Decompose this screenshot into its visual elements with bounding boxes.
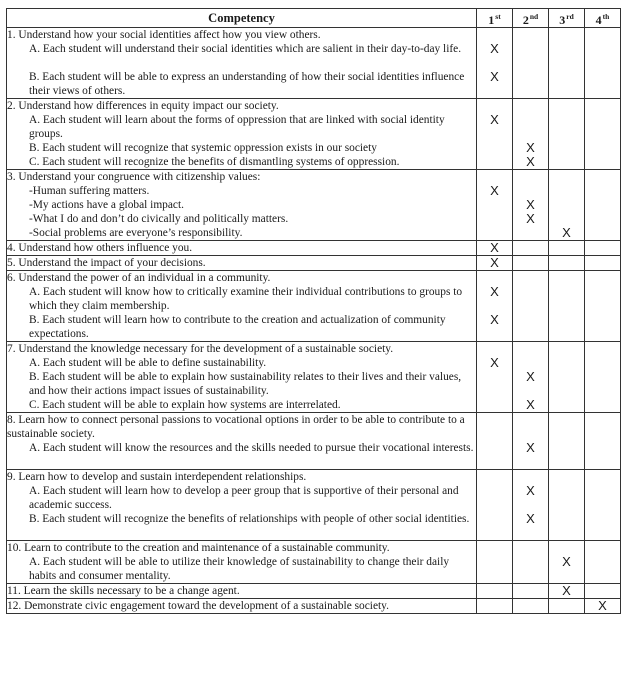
mark-slot xyxy=(513,241,548,255)
check-mark: X xyxy=(526,211,535,226)
competency-cell xyxy=(7,28,477,99)
year-3-cell xyxy=(549,170,585,241)
year-3-cell xyxy=(549,541,585,584)
check-mark: X xyxy=(490,183,499,198)
year-4-cell xyxy=(585,99,621,170)
sub-competency: B. Each student will recognize the benefits of relationships with people of other social identities. xyxy=(29,513,470,525)
year-4-cell xyxy=(585,584,621,599)
check-mark: X xyxy=(490,69,499,84)
mark-slot xyxy=(585,184,620,198)
header-year-2: 2nd xyxy=(513,9,549,28)
competency-cell xyxy=(7,170,477,241)
mark-slot xyxy=(585,555,620,583)
competency-heading: 8. Learn how to connect personal passions to vocational options in order to be able to contribute to a sustainable society. xyxy=(7,414,465,440)
competency-heading: 5. Understand the impact of your decisions. xyxy=(7,257,206,269)
mark-slot xyxy=(585,398,620,412)
year-4-cell xyxy=(585,256,621,271)
mark-slot xyxy=(513,470,548,484)
mark-slot xyxy=(513,342,548,356)
year-4-cell xyxy=(585,541,621,584)
year-2-cell xyxy=(513,584,549,599)
mark-slot xyxy=(585,441,620,469)
check-mark: X xyxy=(526,397,535,412)
competency-heading: 2. Understand how differences in equity impact our society. xyxy=(7,100,279,112)
sub-competency: A. Each student will know the resources and the skills needed to pursue their vocational interests. xyxy=(29,442,474,454)
competency-row xyxy=(7,342,621,413)
mark-slot xyxy=(513,356,548,370)
mark-slot xyxy=(513,285,548,313)
competency-cell xyxy=(7,271,477,342)
mark-slot xyxy=(513,584,548,598)
header-row xyxy=(7,9,621,28)
mark-slot xyxy=(549,256,584,270)
mark-slot xyxy=(549,512,584,540)
mark-slot xyxy=(585,42,620,70)
mark-slot xyxy=(477,271,512,285)
mark-slot xyxy=(549,28,584,42)
year-1-cell xyxy=(477,170,513,241)
year-1-cell xyxy=(477,599,513,614)
competency-heading: 9. Learn how to develop and sustain interdependent relationships. xyxy=(7,471,307,483)
mark-slot xyxy=(477,370,512,398)
mark-slot xyxy=(549,113,584,141)
mark-slot xyxy=(549,184,584,198)
mark-slot xyxy=(549,470,584,484)
mark-slot xyxy=(585,584,620,598)
mark-slot xyxy=(549,398,584,412)
check-mark: X xyxy=(526,140,535,155)
competency-row xyxy=(7,584,621,599)
mark-slot xyxy=(513,271,548,285)
year-2-cell xyxy=(513,541,549,584)
mark-slot xyxy=(585,170,620,184)
mark-slot xyxy=(477,512,512,540)
year-4-cell xyxy=(585,170,621,241)
competency-row xyxy=(7,470,621,541)
value-bullet: -Social problems are everyone’s responsibility. xyxy=(29,227,243,239)
year-3-cell xyxy=(549,342,585,413)
mark-slot xyxy=(549,484,584,512)
mark-slot xyxy=(549,370,584,398)
mark-slot xyxy=(585,28,620,42)
year-2-cell xyxy=(513,256,549,271)
mark-slot xyxy=(549,155,584,169)
mark-slot xyxy=(585,271,620,285)
mark-slot xyxy=(585,113,620,141)
competency-heading: 1. Understand how your social identities affect how you view others. xyxy=(7,29,321,41)
check-mark: X xyxy=(490,312,499,327)
header-year-3: 3rd xyxy=(549,9,585,28)
year-4-cell xyxy=(585,28,621,99)
mark-slot xyxy=(549,285,584,313)
year-2-cell xyxy=(513,99,549,170)
mark-slot xyxy=(477,555,512,583)
mark-slot xyxy=(585,541,620,555)
mark-slot xyxy=(585,141,620,155)
year-1-cell xyxy=(477,241,513,256)
year-1-cell xyxy=(477,271,513,342)
sub-competency: B. Each student will recognize that systemic oppression exists in our society xyxy=(29,142,377,154)
sub-competency: B. Each student will be able to express an understanding of how their social identities influence their views of others. xyxy=(29,71,465,97)
competency-row xyxy=(7,241,621,256)
sub-competency: A. Each student will know how to critically examine their individual contributions to groups to which they claim membership. xyxy=(29,286,463,312)
mark-slot xyxy=(513,113,548,141)
check-mark: X xyxy=(526,483,535,498)
mark-slot xyxy=(585,198,620,212)
competency-heading: 3. Understand your congruence with citizenship values: xyxy=(7,171,261,183)
year-1-cell xyxy=(477,584,513,599)
mark-slot xyxy=(585,70,620,98)
check-mark: X xyxy=(490,355,499,370)
check-mark: X xyxy=(526,154,535,169)
mark-slot xyxy=(549,342,584,356)
year-4-cell xyxy=(585,470,621,541)
check-mark: X xyxy=(562,225,571,240)
mark-slot xyxy=(477,599,512,613)
mark-slot xyxy=(477,470,512,484)
competency-row xyxy=(7,170,621,241)
year-3-cell xyxy=(549,99,585,170)
competency-cell xyxy=(7,256,477,271)
value-bullet: -My actions have a global impact. xyxy=(29,199,184,211)
mark-slot xyxy=(585,356,620,370)
competency-cell xyxy=(7,470,477,541)
mark-slot xyxy=(549,413,584,441)
year-2-cell xyxy=(513,413,549,470)
mark-slot xyxy=(585,285,620,313)
check-mark: X xyxy=(490,112,499,127)
year-3-cell xyxy=(549,271,585,342)
year-2-cell xyxy=(513,241,549,256)
competency-cell xyxy=(7,584,477,599)
mark-slot xyxy=(585,484,620,512)
year-4-cell xyxy=(585,241,621,256)
mark-slot xyxy=(585,470,620,484)
competency-heading: 10. Learn to contribute to the creation and maintenance of a sustainable community. xyxy=(7,542,390,554)
mark-slot xyxy=(549,141,584,155)
mark-slot xyxy=(513,313,548,341)
mark-slot xyxy=(585,313,620,341)
mark-slot xyxy=(585,256,620,270)
sub-competency: B. Each student will be able to explain how sustainability relates to their lives and their values, and how their actions impact issues of sustainability. xyxy=(29,371,462,397)
competency-cell xyxy=(7,241,477,256)
value-bullet: -What I do and don’t do civically and politically matters. xyxy=(29,213,289,225)
check-mark: X xyxy=(490,41,499,56)
competency-cell xyxy=(7,541,477,584)
mark-slot xyxy=(477,398,512,412)
mark-slot xyxy=(477,212,512,226)
mark-slot xyxy=(513,226,548,240)
mark-slot xyxy=(549,241,584,255)
mark-slot xyxy=(585,99,620,113)
mark-slot xyxy=(585,212,620,226)
year-4-cell xyxy=(585,413,621,470)
mark-slot xyxy=(549,271,584,285)
year-3-cell xyxy=(549,256,585,271)
check-mark: X xyxy=(490,240,499,255)
competency-heading: 11. Learn the skills necessary to be a change agent. xyxy=(7,585,240,597)
mark-slot xyxy=(585,226,620,240)
year-1-cell xyxy=(477,28,513,99)
mark-slot xyxy=(585,413,620,441)
mark-slot xyxy=(513,599,548,613)
check-mark: X xyxy=(490,284,499,299)
year-3-cell xyxy=(549,28,585,99)
competency-row xyxy=(7,28,621,99)
year-4-cell xyxy=(585,599,621,614)
mark-slot xyxy=(549,599,584,613)
mark-slot xyxy=(477,484,512,512)
year-3-cell xyxy=(549,413,585,470)
mark-slot xyxy=(513,42,548,70)
mark-slot xyxy=(477,198,512,212)
mark-slot xyxy=(477,441,512,469)
mark-slot xyxy=(513,170,548,184)
year-1-cell xyxy=(477,99,513,170)
mark-slot xyxy=(513,541,548,555)
mark-slot xyxy=(477,141,512,155)
competency-row xyxy=(7,413,621,470)
check-mark: X xyxy=(526,369,535,384)
year-4-cell xyxy=(585,342,621,413)
year-3-cell xyxy=(549,584,585,599)
mark-slot xyxy=(477,170,512,184)
mark-slot xyxy=(549,170,584,184)
year-2-cell xyxy=(513,170,549,241)
sub-competency: A. Each student will learn how to develop a peer group that is supportive of their personal and academic success. xyxy=(29,485,459,511)
competency-row xyxy=(7,599,621,614)
competency-row xyxy=(7,541,621,584)
competency-heading: 6. Understand the power of an individual in a community. xyxy=(7,272,271,284)
mark-slot xyxy=(585,241,620,255)
competency-heading: 7. Understand the knowledge necessary for the development of a sustainable society. xyxy=(7,343,394,355)
competency-cell xyxy=(7,342,477,413)
mark-slot xyxy=(513,70,548,98)
mark-slot xyxy=(549,99,584,113)
mark-slot xyxy=(585,155,620,169)
mark-slot xyxy=(549,70,584,98)
mark-slot xyxy=(477,413,512,441)
year-1-cell xyxy=(477,413,513,470)
mark-slot xyxy=(549,313,584,341)
year-1-cell xyxy=(477,541,513,584)
mark-slot xyxy=(513,555,548,583)
competency-row xyxy=(7,271,621,342)
mark-slot xyxy=(549,441,584,469)
year-2-cell xyxy=(513,271,549,342)
mark-slot xyxy=(477,226,512,240)
competency-row xyxy=(7,99,621,170)
sub-competency: B. Each student will learn how to contribute to the creation and actualization of community expectations. xyxy=(29,314,446,340)
year-3-cell xyxy=(549,599,585,614)
competency-heading: 4. Understand how others influence you. xyxy=(7,242,193,254)
sub-competency: A. Each student will understand their social identities which are salient in their day-to-day life. xyxy=(29,43,462,55)
year-3-cell xyxy=(549,241,585,256)
mark-slot xyxy=(477,155,512,169)
check-mark: X xyxy=(598,598,607,613)
competency-cell xyxy=(7,599,477,614)
mark-slot xyxy=(477,584,512,598)
competency-table xyxy=(6,8,621,614)
sub-competency: A. Each student will be able to utilize their knowledge of sustainability to change their daily habits and consumer mentality. xyxy=(29,556,450,582)
sub-competency: A. Each student will be able to define sustainability. xyxy=(29,357,267,369)
mark-slot xyxy=(477,28,512,42)
year-2-cell xyxy=(513,599,549,614)
competency-heading: 12. Demonstrate civic engagement toward the development of a sustainable society. xyxy=(7,600,389,612)
mark-slot xyxy=(585,512,620,540)
check-mark: X xyxy=(562,583,571,598)
year-1-cell xyxy=(477,342,513,413)
mark-slot xyxy=(585,342,620,356)
header-competency: Competency xyxy=(7,9,477,28)
year-1-cell xyxy=(477,470,513,541)
mark-slot xyxy=(513,28,548,42)
check-mark: X xyxy=(562,554,571,569)
check-mark: X xyxy=(526,440,535,455)
mark-slot xyxy=(549,356,584,370)
mark-slot xyxy=(513,256,548,270)
mark-slot xyxy=(513,413,548,441)
mark-slot xyxy=(549,198,584,212)
mark-slot xyxy=(477,99,512,113)
mark-slot xyxy=(549,42,584,70)
year-2-cell xyxy=(513,470,549,541)
year-4-cell xyxy=(585,271,621,342)
mark-slot xyxy=(477,342,512,356)
mark-slot xyxy=(477,541,512,555)
sub-competency: C. Each student will be able to explain how systems are interrelated. xyxy=(29,399,341,411)
header-year-1: 1st xyxy=(477,9,513,28)
mark-slot xyxy=(513,99,548,113)
year-1-cell xyxy=(477,256,513,271)
mark-slot xyxy=(513,184,548,198)
year-2-cell xyxy=(513,28,549,99)
mark-slot xyxy=(549,212,584,226)
year-2-cell xyxy=(513,342,549,413)
competency-row xyxy=(7,256,621,271)
mark-slot xyxy=(585,370,620,398)
check-mark: X xyxy=(526,511,535,526)
year-3-cell xyxy=(549,470,585,541)
sub-competency: C. Each student will recognize the benefits of dismantling systems of oppression. xyxy=(29,156,400,168)
competency-cell xyxy=(7,413,477,470)
value-bullet: -Human suffering matters. xyxy=(29,185,150,197)
header-year-4: 4th xyxy=(585,9,621,28)
mark-slot xyxy=(549,541,584,555)
competency-cell xyxy=(7,99,477,170)
check-mark: X xyxy=(490,255,499,270)
check-mark: X xyxy=(526,197,535,212)
sub-competency: A. Each student will learn about the forms of oppression that are linked with social identity groups. xyxy=(29,114,445,140)
